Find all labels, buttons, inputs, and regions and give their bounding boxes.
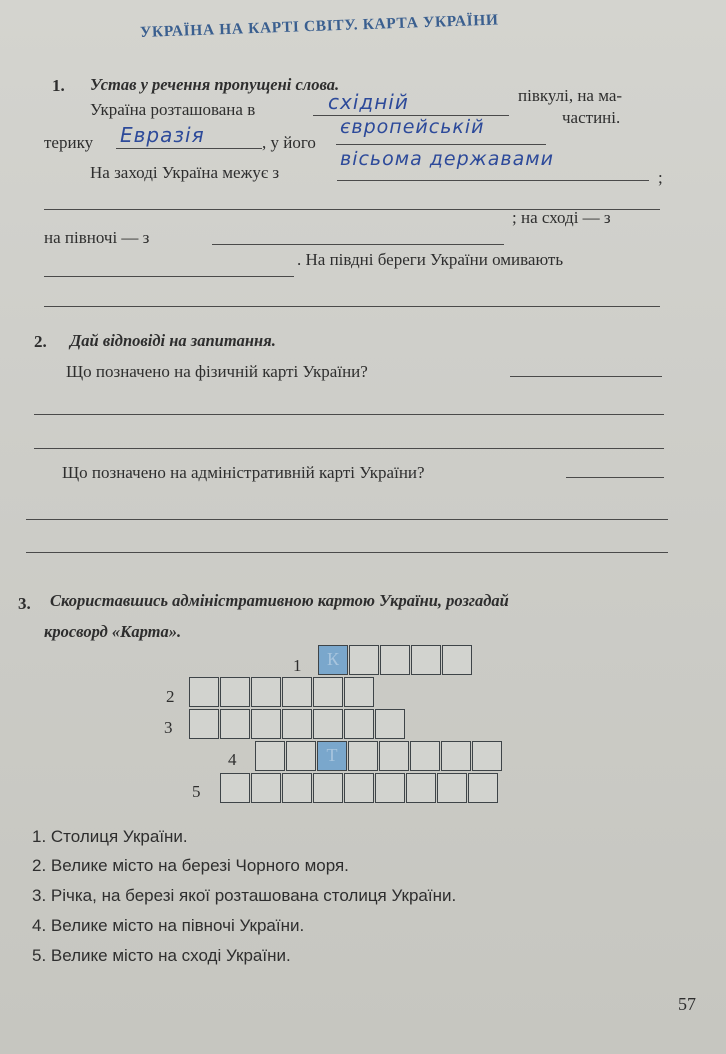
task3-instruction-line1: Скориставшись адміністративною картою України, розгадай — [50, 591, 509, 610]
blank-east[interactable] — [44, 276, 294, 277]
crossword-cell[interactable] — [282, 709, 312, 739]
blank-north[interactable] — [212, 244, 504, 245]
task1-line2-end: частині. — [562, 108, 621, 127]
task1-line3-end: ; — [658, 168, 663, 187]
crossword-row-number: 3 — [164, 718, 173, 737]
crossword-cell[interactable] — [220, 677, 250, 707]
task1-line2-mid: , у його — [262, 133, 316, 152]
handwritten-answer-hemisphere: східній — [328, 90, 409, 114]
crossword-cell[interactable] — [441, 741, 471, 771]
crossword-cell[interactable] — [349, 645, 379, 675]
crossword-cell[interactable] — [313, 677, 343, 707]
task1-line4-start: на півночі — з — [44, 228, 150, 247]
answer-administrative-map-blank[interactable] — [566, 477, 664, 478]
crossword-cell[interactable] — [251, 773, 281, 803]
crossword-clue: 4. Велике місто на півночі України. — [32, 916, 305, 935]
crossword-cell[interactable] — [251, 709, 281, 739]
task1-number: 1. — [52, 76, 65, 95]
task1-line2-start: терику — [44, 133, 94, 152]
crossword-clue: 1. Столиця України. — [32, 827, 188, 846]
handwritten-answer-part: європейській — [340, 116, 485, 138]
task1-instruction: Устав у речення пропущені слова. — [90, 75, 340, 94]
answer-administrative-map-line-3[interactable] — [26, 552, 668, 553]
crossword-cell[interactable] — [220, 773, 250, 803]
page-title: УКРАЇНА НА КАРТІ СВІТУ. КАРТА УКРАЇНИ — [139, 11, 499, 41]
crossword-cell[interactable] — [468, 773, 498, 803]
crossword-key-cell[interactable] — [318, 645, 348, 675]
crossword-cell[interactable] — [410, 741, 440, 771]
task1-line1-end: півкулі, на ма- — [518, 86, 623, 105]
answer-administrative-map-line-2[interactable] — [26, 519, 668, 520]
crossword-cell[interactable] — [344, 773, 374, 803]
crossword-key-letter: Т — [326, 745, 338, 765]
crossword-cell[interactable] — [189, 677, 219, 707]
task3-number: 3. — [18, 594, 31, 613]
answer-physical-map-blank[interactable] — [510, 376, 662, 377]
task1-line4-end: ; на сході — з — [512, 208, 611, 227]
crossword-key-cell[interactable] — [317, 741, 347, 771]
crossword-cell[interactable] — [411, 645, 441, 675]
crossword-cell[interactable] — [251, 677, 281, 707]
crossword-row-number: 5 — [192, 782, 201, 801]
crossword-cell[interactable] — [442, 645, 472, 675]
crossword-cell[interactable] — [375, 709, 405, 739]
task3-instruction-line2: кросворд «Карта». — [44, 622, 182, 641]
crossword-cell[interactable] — [255, 741, 285, 771]
crossword-cell[interactable] — [282, 773, 312, 803]
crossword-row-number: 2 — [166, 687, 175, 706]
crossword-clue: 3. Річка, на березі якої розташована столиця України. — [32, 886, 457, 905]
crossword-cell[interactable] — [406, 773, 436, 803]
answer-physical-map-line-2[interactable] — [34, 414, 664, 415]
blank-continent[interactable] — [116, 148, 262, 149]
task1-line3-start: На заході Україна межує з — [90, 163, 280, 182]
crossword-cell[interactable] — [344, 709, 374, 739]
crossword-cell[interactable] — [189, 709, 219, 739]
blank-seas[interactable] — [44, 306, 660, 307]
crossword-cell[interactable] — [313, 709, 343, 739]
task2-number: 2. — [34, 332, 47, 351]
crossword-clue: 2. Велике місто на березі Чорного моря. — [32, 856, 349, 875]
crossword-cell[interactable] — [286, 741, 316, 771]
crossword-cell[interactable] — [379, 741, 409, 771]
crossword-cell[interactable] — [437, 773, 467, 803]
answer-physical-map-line-3[interactable] — [34, 448, 664, 449]
blank-west[interactable] — [337, 180, 649, 181]
crossword-row-number: 1 — [293, 656, 302, 675]
task2-instruction: Дай відповіді на запитання. — [70, 331, 276, 350]
crossword-key-letter: К — [326, 649, 339, 669]
page-number: 57 — [678, 994, 696, 1014]
task1-line1-start: Україна розташована в — [90, 100, 256, 119]
handwritten-answer-west: вісьома державами — [340, 148, 554, 170]
question-physical-map: Що позначено на фізичній карті України? — [66, 362, 368, 381]
crossword-cell[interactable] — [282, 677, 312, 707]
crossword-row-number: 4 — [228, 750, 237, 769]
crossword-cell[interactable] — [380, 645, 410, 675]
crossword-clue: 5. Велике місто на сході України. — [32, 946, 291, 965]
crossword-cell[interactable] — [313, 773, 343, 803]
crossword-cell[interactable] — [344, 677, 374, 707]
question-administrative-map: Що позначено на адміністративній карті України? — [62, 463, 425, 482]
crossword-cell[interactable] — [375, 773, 405, 803]
handwritten-answer-continent: Евразія — [120, 123, 205, 147]
crossword-cell[interactable] — [348, 741, 378, 771]
crossword-cell[interactable] — [472, 741, 502, 771]
task1-line5-end: . На півдні береги України омивають — [297, 250, 564, 269]
blank-part[interactable] — [336, 144, 546, 145]
crossword-cell[interactable] — [220, 709, 250, 739]
